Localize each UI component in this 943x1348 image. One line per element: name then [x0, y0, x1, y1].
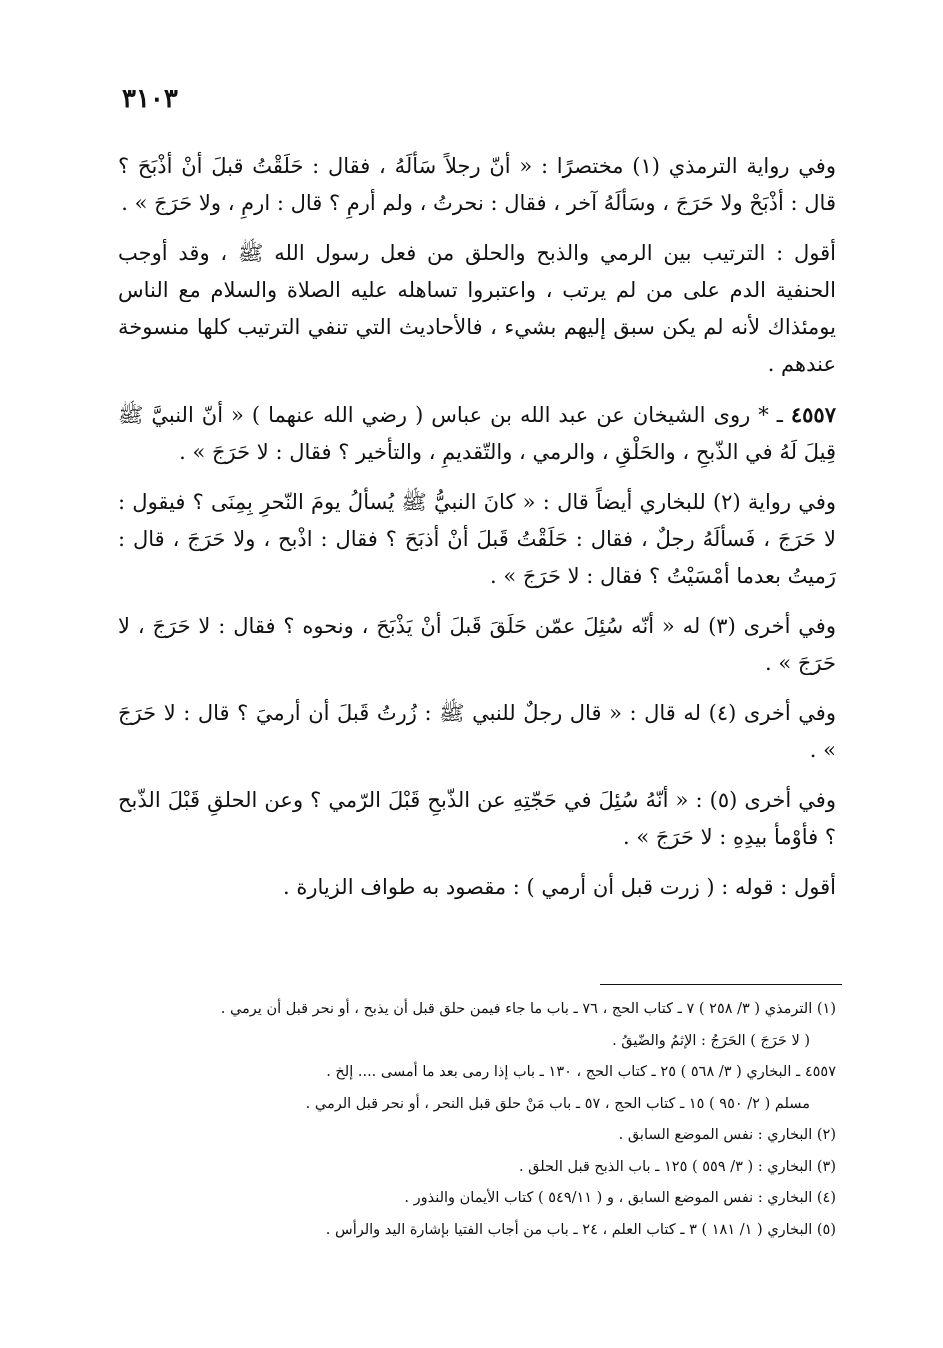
paragraph-another-narration-4: وفي أخرى (٤) له قال : « قال رجلٌ للنبي ﷺ : زُرتُ قَبلَ أن أرميَ ؟ قال : لا حَرَجَ » . [118, 701, 836, 762]
paragraph-bukhari-narration: وفي رواية (٢) للبخاري أيضاً قال : « كانَ النبيُّ ﷺ يُسألُ يومَ النّحرِ بِمِنَى ؟ فيقول : لا حَرَجَ ، فَسألَهُ رجلٌ ، فقال : حَلَقْتُ قَبلَ أنْ أذبَحَ ؟ فقال : اذْبح ، ولا حَرَجَ ، قال : رَميتُ بعدما أمْسَيْتُ ؟ فقال : لا حَرَجَ » . [118, 490, 836, 588]
footnote-hadith-4557: ٤٥٥٧ ـ البخاري ( ٣/ ٥٦٨ ) ٢٥ ـ كتاب الحج ، ١٣٠ ـ باب إذا رمى بعد ما أمسى .... إلخ . [326, 1064, 836, 1080]
hadith-text: ـ * روى الشيخان عن عبد الله بن عباس ( رضي الله عنهما ) « أنّ النبيَّ ﷺ قِيلَ لَهُ في الذّبحِ ، والحَلْقِ ، والرمي ، والتّقديمِ ، والتأخير ؟ فقال : لا حَرَجَ » . [118, 403, 836, 464]
paragraph-tirmidhi-narration: وفي رواية الترمذي (١) مختصرًا : « أنّ رجلاً سَألَهُ ، فقال : حَلَقْتُ قبلَ أنْ أذْبَحَ ؟ قال : أذْبَحْ ولا حَرَجَ ، وسَألَهُ آخر ، فقال : نحرتُ ، ولم أرمِ ؟ قال : ارمِ ، ولا حَرَجَ » . [118, 154, 836, 215]
footnote-2: (٢) البخاري : نفس الموضع السابق . [618, 1127, 836, 1143]
paragraph-another-narration-3: وفي أخرى (٣) له « أنّه سُئِلَ عمّن حَلَقَ قَبلَ أنْ يَذْبَحَ ، ونحوه ؟ فقال : لا حَرَجَ ، لا حَرَجَ » . [118, 614, 836, 675]
footnote-hadith-4557-muslim: مسلم ( ٢/ ٩٥٠ ) ١٥ ـ كتاب الحج ، ٥٧ ـ باب مَنْ حلق قبل النحر ، أو نحر قبل الرمي . [305, 1095, 810, 1112]
paragraph-commentary-hanafi: أقول : الترتيب بين الرمي والذبح والحلق من فعل رسول الله ﷺ ، وقد أوجب الحنفية الدم على من لم يرتب ، واعتبروا تساهله عليه الصلاة والسلام مع الناس يومئذاك لأنه لم يكن سبق إليهم بشيء ، فالأحاديث التي تنفي الترتيب كلها منسوخة عندهم . [118, 241, 836, 376]
footnote-3: (٣) البخاري : ( ٣/ ٥٥٩ ) ١٢٥ ـ باب الذبح قبل الحلق . [518, 1158, 836, 1175]
paragraph-commentary-ziyara: أقول : قوله : ( زرت قبل أن أرمي ) : مقصود به طواف الزيارة . [282, 875, 836, 899]
footnote-1: (١) الترمذي ( ٣/ ٢٥٨ ) ٧ ـ كتاب الحج ، ٧٦ ـ باب ما جاء فيمن حلق قبل أن يذبح ، أو نحر قبل أن يرمي . [220, 1001, 836, 1017]
page-number: ٣١٠٣ [122, 84, 178, 114]
footnote-5: (٥) البخاري ( ١/ ١٨١ ) ٣ ـ كتاب العلم ، ٢٤ ـ باب من أجاب الفتيا بإشارة اليد والرأس . [325, 1221, 836, 1238]
main-text [118, 148, 836, 919]
footnote-separator [600, 984, 842, 985]
hadith-entry [118, 396, 836, 471]
footnotes [120, 994, 836, 1246]
footnote-4: (٤) البخاري : نفس الموضع السابق ، و ( ٥٤٩/١١ ) كتاب الأيمان والنذور . [404, 1190, 836, 1206]
paragraph-another-narration-5: وفي أخرى (٥) : « أنّهُ سُئِلَ في حَجّتِهِ عن الذّبحِ قَبْلَ الرّمي ؟ وعن الحلقِ قَبْلَ الذّبح ؟ فأوْمأ بيدِهِ : لا حَرَجَ » . [118, 788, 836, 849]
hadith-number: ٤٥٥٧ [790, 402, 836, 427]
footnote-1-gloss: ( لا حَرَجَ ) الحَرَجُ : الإثمُ والضّيقُ . [612, 1032, 810, 1049]
